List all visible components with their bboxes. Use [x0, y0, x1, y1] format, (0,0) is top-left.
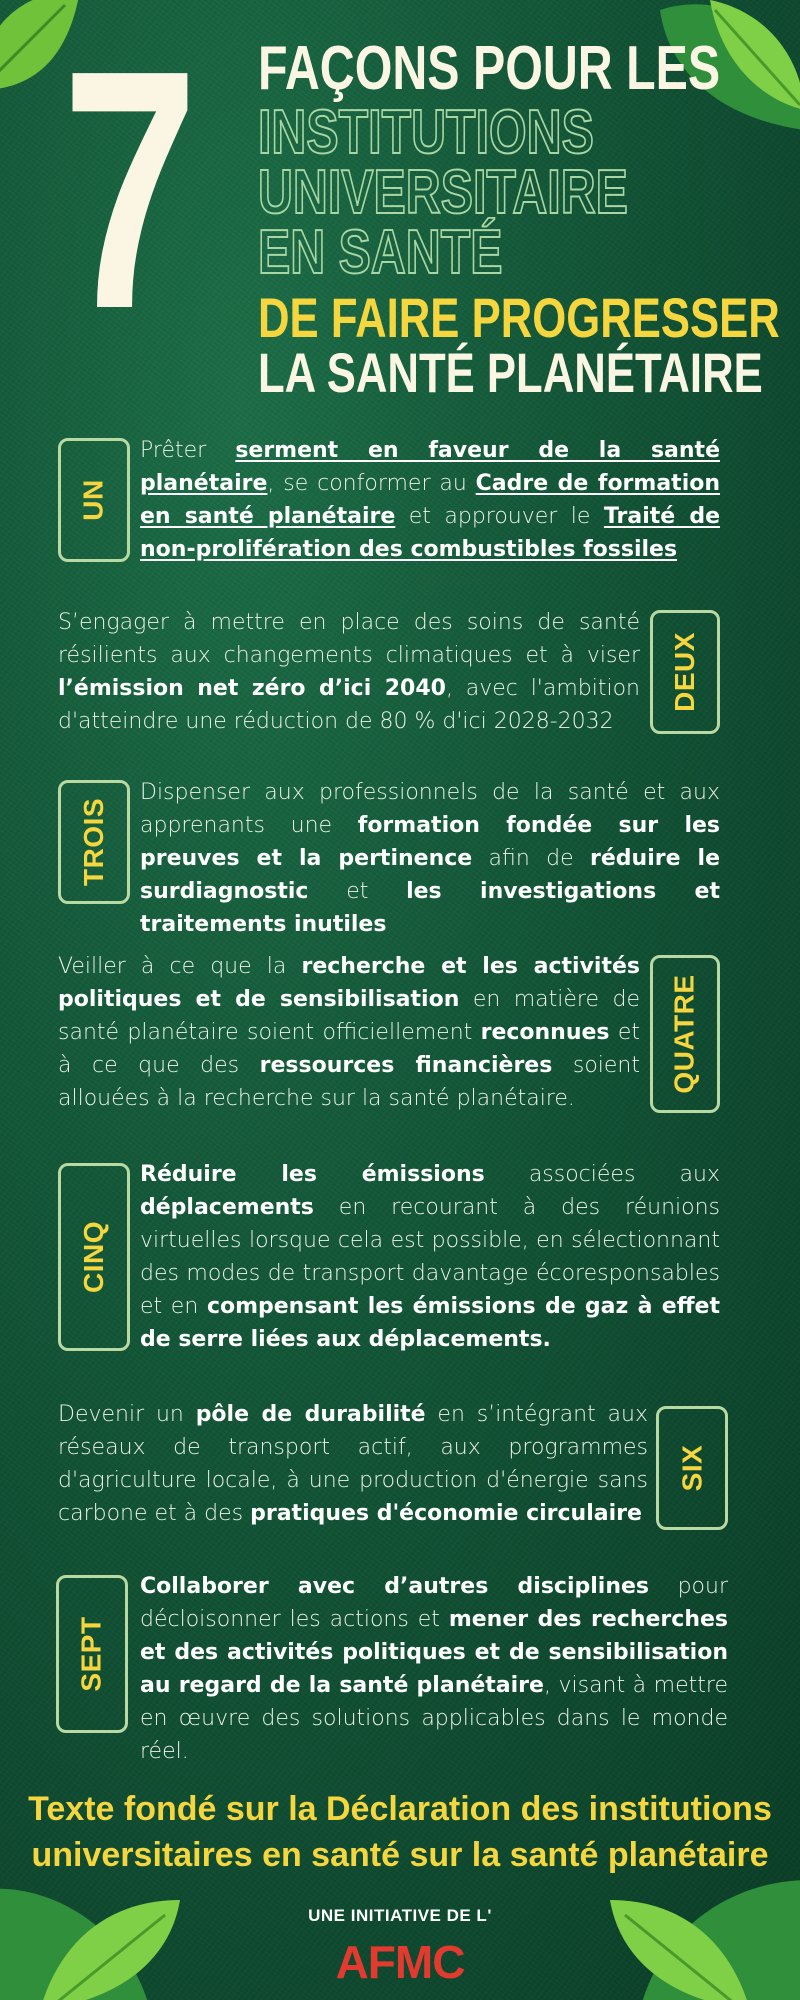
item-text-trois: Dispenser aux professionnels de la santé et aux apprenants une formation fondée sur les preuves et la pertinence afin de réduire le surdiagnostic et les investigations et traitements inutiles: [140, 780, 721, 937]
badge-quatre: QUATRE: [650, 955, 720, 1113]
title-line-5: DE FAIRE PROGRESSER: [258, 286, 780, 349]
item-text-un: Prêter serment en faveur de la santé planétaire, se conformer au Cadre de formation en santé planétaire et approuver le Traité de non-prolifération des combustibles fossiles: [140, 438, 721, 562]
title-number: 7: [62, 0, 191, 380]
item-text-deux: S’engager à mettre en place des soins de santé résilients aux changements climatiques et à viser l’émission net zéro d’ici 2040, avec l'ambition d'atteindre une réduction de 80 % d'ici 2028-2032: [58, 610, 640, 734]
item-text-quatre: Veiller à ce que la recherche et les activités politiques et de sensibilisation en matière de santé planétaire soient officiellement reconnues et à ce que des ressources financières soient allouées à la recherche sur la santé planétaire.: [58, 954, 641, 1111]
title-line-1: FAÇONS POUR LES: [258, 34, 721, 103]
item-text-sept: Collaborer avec d’autres disciplines pour décloisonner les actions et mener des recherches et des activités politiques et de sensibilisation au regard de la santé planétaire, visant à mettre en œuvre des solutions applicables dans le monde réel.: [140, 1574, 729, 1764]
badge-six: SIX: [656, 1406, 728, 1530]
initiative-label: UNE INITIATIVE DE L': [308, 1906, 492, 1925]
title-line-6: LA SANTÉ PLANÉTAIRE: [258, 341, 763, 404]
badge-trois: TROIS: [58, 780, 130, 904]
footer-line-2: universitaires en santé sur la santé planétaire: [31, 1836, 769, 1874]
title-line-2: INSTITUTIONS: [258, 98, 594, 167]
title-line-3: UNIVERSITAIRE: [258, 158, 628, 227]
footer-line-1: Texte fondé sur la Déclaration des institutions: [28, 1790, 772, 1828]
afmc-logo: AFMC: [335, 1936, 465, 1988]
item-text-cinq: Réduire les émissions associées aux déplacements en recourant à des réunions virtuelles lorsque cela est possible, en sélectionnant des modes de transport davantage écoresponsables et en compensant les émissions de gaz à effet de serre liées aux déplacements.: [140, 1162, 720, 1352]
badge-sept: SEPT: [56, 1575, 128, 1733]
item-text-six: Devenir un pôle de durabilité en s’intégrant aux réseaux de transport actif, aux programmes d'agriculture locale, à une production d'énergie sans carbone et à des pratiques d'économie circulaire: [58, 1402, 648, 1526]
footer-title: [0, 1786, 800, 1878]
badge-deux: DEUX: [650, 610, 720, 734]
badge-un: UN: [58, 438, 130, 562]
badge-cinq: CINQ: [58, 1163, 130, 1351]
title-line-4: EN SANTÉ: [258, 218, 503, 287]
